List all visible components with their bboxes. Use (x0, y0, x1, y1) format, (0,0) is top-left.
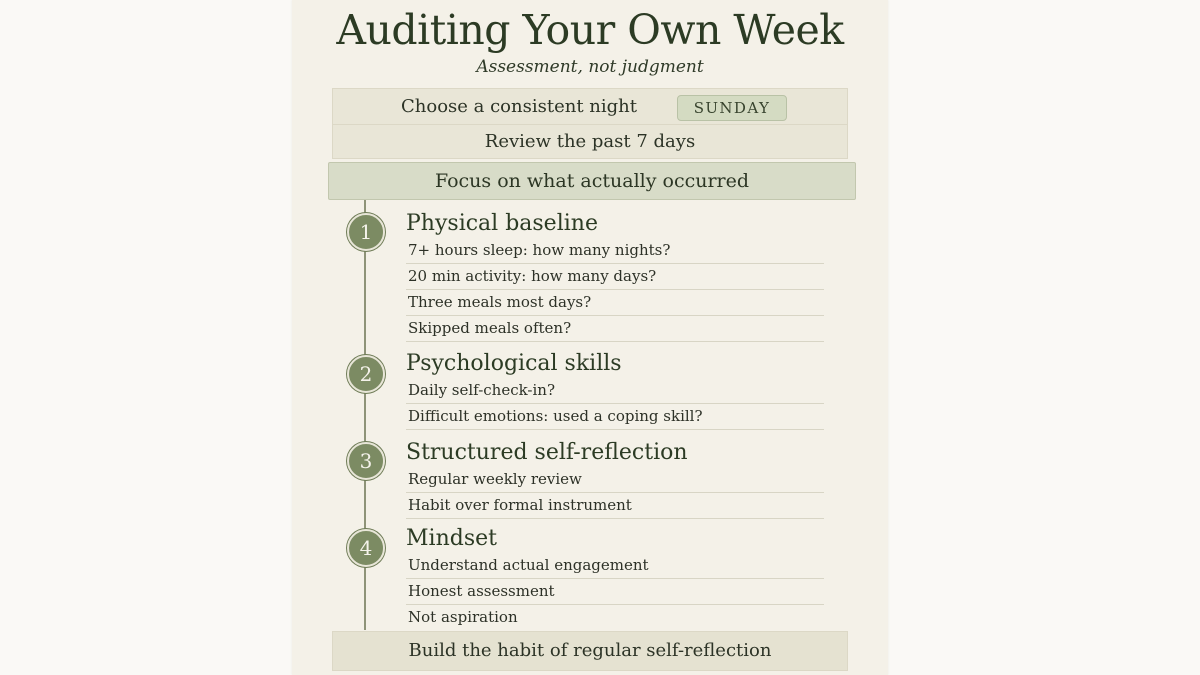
checklist-item: Honest assessment (406, 579, 824, 605)
section-number-badge: 2 (347, 355, 385, 393)
page-subtitle: Assessment, not judgment (476, 57, 704, 77)
checklist-item: Three meals most days? (406, 290, 824, 316)
checklist-item: 20 min activity: how many days? (406, 264, 824, 290)
checklist-item: Difficult emotions: used a coping skill? (406, 404, 824, 430)
section-structured-self-reflection (406, 439, 826, 519)
section-physical-baseline (406, 210, 826, 342)
step-review-days: Review the past 7 days (332, 124, 848, 159)
checklist-item: Understand actual engagement (406, 553, 824, 579)
section-number-badge: 4 (347, 529, 385, 567)
section-title: Structured self-reflection (406, 440, 688, 465)
section-title: Physical baseline (406, 211, 598, 236)
section-number-badge: 3 (347, 442, 385, 480)
checklist-item: Habit over formal instrument (406, 493, 824, 519)
section-psychological-skills (406, 350, 826, 430)
section-title: Mindset (406, 526, 497, 551)
page-title: Auditing Your Own Week (336, 6, 844, 54)
day-badge: SUNDAY (677, 95, 787, 121)
section-title: Psychological skills (406, 351, 622, 376)
checklist-item: Not aspiration (408, 608, 518, 626)
section-number-badge: 1 (347, 213, 385, 251)
step-focus: Focus on what actually occurred (328, 162, 856, 200)
worksheet-page (292, 0, 888, 675)
step-choose-night-label: Choose a consistent night (401, 96, 637, 117)
footer-callout: Build the habit of regular self-reflection (332, 631, 848, 671)
section-mindset (406, 525, 826, 630)
checklist-item: 7+ hours sleep: how many nights? (406, 238, 824, 264)
step-choose-night (332, 88, 848, 125)
checklist-item: Daily self-check-in? (406, 378, 824, 404)
checklist-item: Skipped meals often? (406, 316, 824, 342)
checklist-item: Regular weekly review (406, 467, 824, 493)
